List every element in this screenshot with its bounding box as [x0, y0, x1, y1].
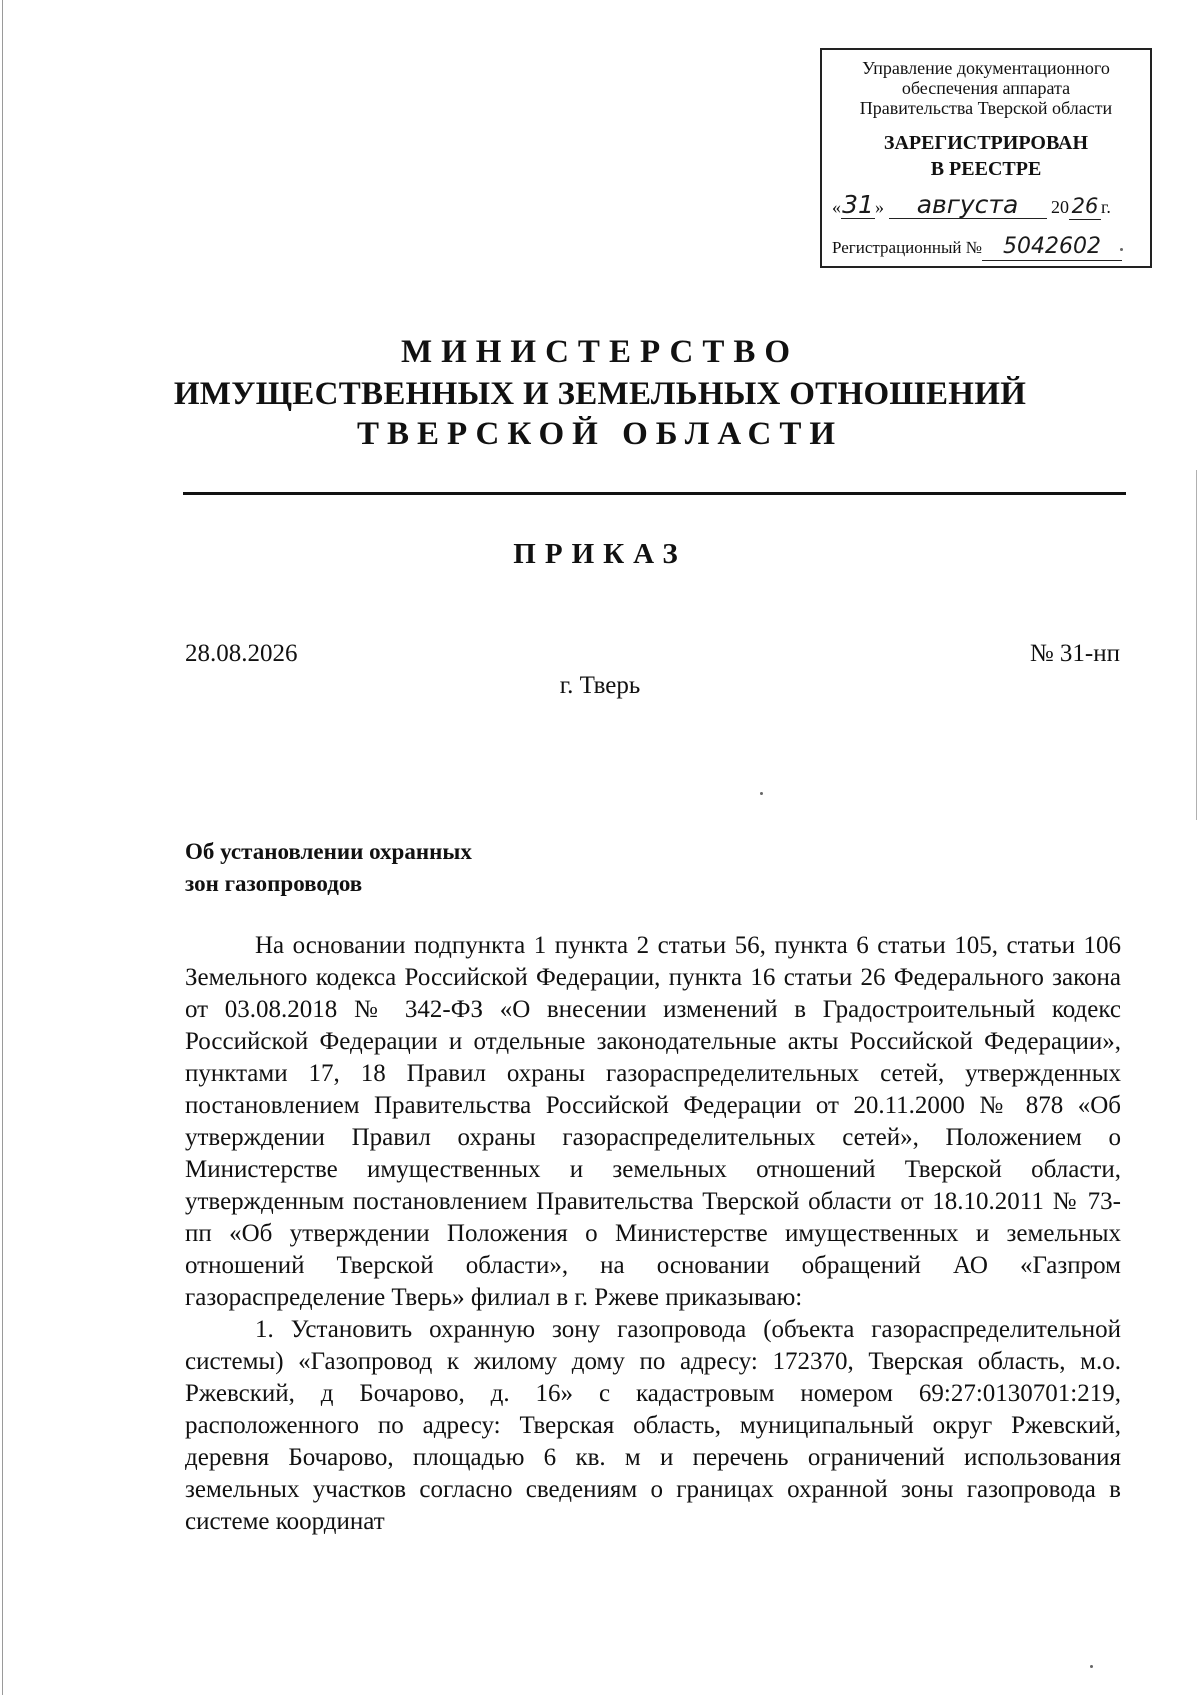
- stamp-registered-label: ЗАРЕГИСТРИРОВАН: [883, 132, 1089, 154]
- page-edge: [2, 0, 3, 1695]
- stamp-date-year-prefix: 20: [1051, 197, 1069, 217]
- scan-speck: [1120, 248, 1123, 251]
- stamp-reg-number: 5042602: [982, 234, 1122, 261]
- subject-line: зон газопроводов: [185, 871, 363, 896]
- page-edge: [1196, 470, 1197, 820]
- document-date: 28.08.2026: [185, 640, 298, 667]
- stamp-line: Правительства Тверской области: [859, 98, 1113, 118]
- stamp-date-quote: »: [875, 197, 884, 217]
- stamp-date: [832, 192, 1142, 220]
- document-type: ПРИКАЗ: [513, 538, 687, 570]
- registration-stamp: [820, 48, 1152, 268]
- document-number: № 31-нп: [1029, 640, 1120, 667]
- stamp-date-month: августа: [889, 192, 1047, 219]
- document-city: г. Тверь: [559, 672, 641, 699]
- stamp-date-quote: «: [832, 197, 841, 217]
- header-divider: [183, 492, 1126, 495]
- stamp-date-suffix: г.: [1101, 197, 1111, 217]
- scan-speck: [760, 792, 763, 795]
- stamp-registered-label: В РЕЕСТРЕ: [930, 158, 1042, 180]
- body-item: 1. Установить охранную зону газопровода (объекта газораспределительной системы) «Газопровод к жилому дому по адресу: 172370, Тверская область, м.о. Ржевский, д Бочарово, д. 16» с кадастровым номером 69:27:0130701:219, расположенного по адресу: Тверская область, муниципальный округ Ржевский, деревня Бочарово, площадью 6 кв. м и перечень ограничений использования земельных участков согласно сведениям о границах охранной зоны газопровода в системе координат: [185, 1316, 1121, 1535]
- stamp-reg-label: Регистрационный №: [832, 238, 982, 257]
- stamp-line: обеспечения аппарата: [901, 78, 1071, 98]
- ministry-name: ИМУЩЕСТВЕННЫХ И ЗЕМЕЛЬНЫХ ОТНОШЕНИЙ: [173, 376, 1027, 412]
- ministry-region: ТВЕРСКОЙ ОБЛАСТИ: [356, 416, 844, 452]
- document-body: [185, 930, 1121, 1538]
- document-subject: [185, 836, 472, 900]
- stamp-registration-number: [832, 234, 1152, 261]
- scan-speck: [1090, 1665, 1093, 1668]
- stamp-date-day: 31: [842, 190, 874, 219]
- ministry-name: МИНИСТЕРСТВО: [400, 334, 800, 370]
- subject-line: Об установлении охранных: [185, 839, 472, 864]
- stamp-line: Управление документационного: [862, 58, 1110, 78]
- body-paragraph: На основании подпункта 1 пункта 2 статьи 56, пункта 6 статьи 105, статьи 106 Земельного кодекса Российской Федерации, пункта 16 статьи 26 Федерального закона от 03.08.2018 № 342-ФЗ «О внесении изменений в Градостроительный кодекс Российской Федерации и отдельные законодательные акты Российской Федерации», пунктами 17, 18 Правил охраны газораспределительных сетей, утвержденных постановлением Правительства Российской Федерации от 20.11.2000 № 878 «Об утверждении Правил охраны газораспределительных сетей», Положением о Министерстве имущественных и земельных отношений Тверской области, утвержденным постановлением Правительства Тверской области от 18.10.2011 № 73-пп «Об утверждении Положения о Министерстве имущественных и земельных отношений Тверской области», на основании обращений АО «Газпром газораспределение Тверь» филиал в г. Ржеве приказываю:: [185, 932, 1121, 1311]
- stamp-date-year: 26: [1069, 193, 1101, 220]
